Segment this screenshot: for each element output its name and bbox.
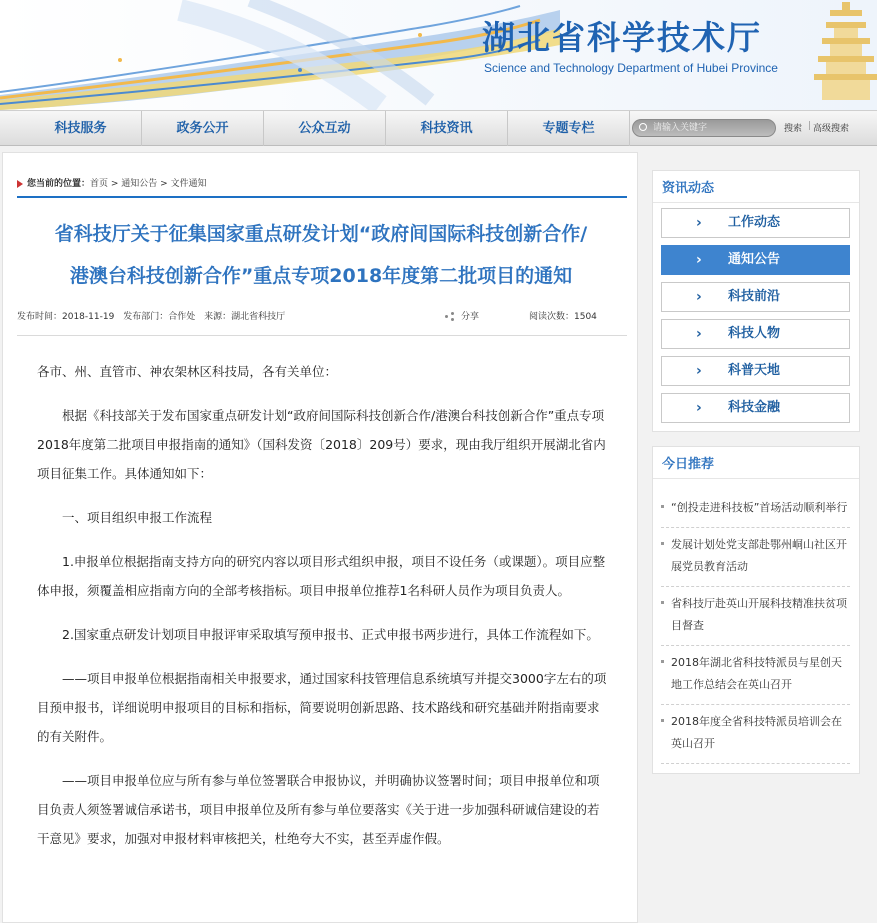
chevron-right-icon: › [696, 326, 702, 342]
search-icon [639, 123, 647, 131]
article-paragraph: 各市、州、直管市、神农架林区科技局，各有关单位： [37, 364, 338, 379]
chevron-right-icon: › [696, 252, 702, 268]
list-item[interactable] [661, 528, 850, 587]
nav-item-public-interaction[interactable]: 公众互动 [264, 111, 386, 146]
sidebar-item-label: 科技金融 [728, 400, 781, 415]
chevron-right-icon: › [696, 400, 702, 416]
bullet-icon [661, 542, 664, 545]
breadcrumb-label: 您当前的位置： [27, 179, 91, 189]
article-paragraph: 根据《科技部关于发布国家重点研发计划“政府间国际科技创新合作/港澳台科技创新合作”重点专项2018年度第二批项目申报指南的通知》（国科发资〔2018〕209号）要求，现由我厅组织开展湖北省内项目征集工作。具体通知如下： [37, 408, 606, 481]
sidebar-item-tech-frontier[interactable] [661, 282, 850, 312]
recommend-list [661, 491, 850, 764]
list-item[interactable] [661, 587, 850, 646]
bullet-icon [661, 719, 664, 722]
nav-item-government-affairs[interactable]: 政务公开 [142, 111, 264, 146]
view-count: 阅读次数：1504 [529, 312, 597, 322]
share-icon [445, 312, 455, 322]
sidebar-item-label: 工作动态 [728, 215, 781, 230]
nav-item-tech-services[interactable]: 科技服务 [20, 111, 142, 146]
search-box [632, 119, 776, 137]
article-paragraph: 2.国家重点研发计划项目申报评审采取填写预申报书、正式申报书两步进行，具体工作流程如下。 [62, 627, 599, 642]
sidebar-item-label: 科技人物 [728, 326, 781, 341]
sidebar-news-panel [652, 170, 860, 432]
sidebar-item-label: 通知公告 [728, 252, 781, 267]
recommend-link[interactable]: “创投走进科技板”首场活动顺利举行 [671, 501, 848, 514]
main-nav [0, 110, 877, 146]
list-item[interactable] [661, 491, 850, 528]
search-button[interactable]: 搜索 [784, 124, 803, 134]
recommend-link[interactable]: 2018年度全省科技特派员培训会在英山召开 [671, 715, 842, 750]
article-paragraph: 1.申报单位根据指南支持方向的研究内容以项目形式组织申报，项目不设任务（或课题）。项目应整体申报，须覆盖相应指南方向的全部考核指标。项目申报单位推荐1名科研人员作为项目负责人。 [37, 554, 606, 598]
sidebar-recommend-title: 今日推荐 [653, 447, 859, 479]
sidebar-item-popular-science[interactable] [661, 356, 850, 386]
bullet-icon [661, 601, 664, 604]
article-title [13, 213, 629, 297]
publish-date: 发布时间：2018-11-19 [17, 312, 115, 322]
publish-department: 发布部门：合作处 [123, 312, 196, 322]
article-title-line1: 省科技厅关于征集国家重点研发计划“政府间国际科技创新合作/ [54, 223, 588, 245]
sidebar-item-label: 科技前沿 [728, 289, 781, 304]
bullet-icon [661, 660, 664, 663]
nav-item-tech-news[interactable]: 科技资讯 [386, 111, 508, 146]
site-banner [0, 0, 877, 110]
recommend-link[interactable]: 省科技厅赴英山开展科技精准扶贫项目督查 [671, 597, 847, 632]
site-title-en: Science and Technology Department of Hubei Province [484, 61, 778, 75]
article-paragraph: ——项目申报单位根据指南相关申报要求，通过国家科技管理信息系统填写并提交3000字左右的项目预申报书，详细说明申报项目的目标和指标，简要说明创新思路、技术路线和研究基础并附指南要求的有关附件。 [37, 671, 607, 744]
share-label: 分享 [461, 312, 480, 322]
sidebar-item-notices[interactable] [661, 245, 850, 275]
chevron-right-icon: › [696, 215, 702, 231]
article-source: 来源：湖北省科技厅 [204, 312, 286, 322]
recommend-link[interactable]: 2018年湖北省科技特派员与星创天地工作总结会在英山召开 [671, 656, 842, 691]
main-content [2, 152, 638, 923]
site-title-cn: 湖北省科学技术厅 [482, 18, 762, 57]
search-input[interactable] [653, 120, 773, 136]
sidebar-recommend-panel [652, 446, 860, 774]
article-paragraph: 一、项目组织申报工作流程 [62, 510, 213, 525]
sidebar-item-tech-people[interactable] [661, 319, 850, 349]
advanced-search-link[interactable]: 高级搜索 [813, 124, 850, 134]
chevron-right-icon: › [696, 289, 702, 305]
sidebar-item-label: 科普天地 [728, 363, 781, 378]
list-item[interactable] [661, 705, 850, 764]
breadcrumb [17, 171, 627, 198]
breadcrumb-path[interactable]: 首页 > 通知公告 > 文件通知 [90, 179, 207, 189]
chevron-right-icon: › [696, 363, 702, 379]
sidebar-item-work-updates[interactable] [661, 208, 850, 238]
recommend-link[interactable]: 发展计划处党支部赴鄂州峒山社区开展党员教育活动 [671, 538, 847, 573]
article-meta [17, 306, 627, 336]
article-title-line2: 港澳台科技创新合作”重点专项2018年度第二批项目的通知 [69, 265, 573, 287]
article-paragraph: ——项目申报单位应与所有参与单位签署联合申报协议，并明确协议签署时间；项目申报单位和项目负责人须签署诚信承诺书，项目申报单位及所有参与单位要落实《关于进一步加强科研诚信建设的若干意见》要求，加强对申报材料审核把关，杜绝夸大不实，甚至弄虚作假。 [37, 773, 600, 846]
search-separator: | [808, 121, 812, 131]
bullet-icon [661, 505, 664, 508]
list-item[interactable] [661, 646, 850, 705]
sidebar-item-tech-finance[interactable] [661, 393, 850, 423]
nav-item-special-topics[interactable]: 专题专栏 [508, 111, 630, 146]
share-button[interactable] [445, 306, 485, 328]
sidebar-news-title: 资讯动态 [653, 171, 859, 203]
breadcrumb-arrow-icon [17, 180, 23, 188]
article-body [37, 357, 609, 868]
